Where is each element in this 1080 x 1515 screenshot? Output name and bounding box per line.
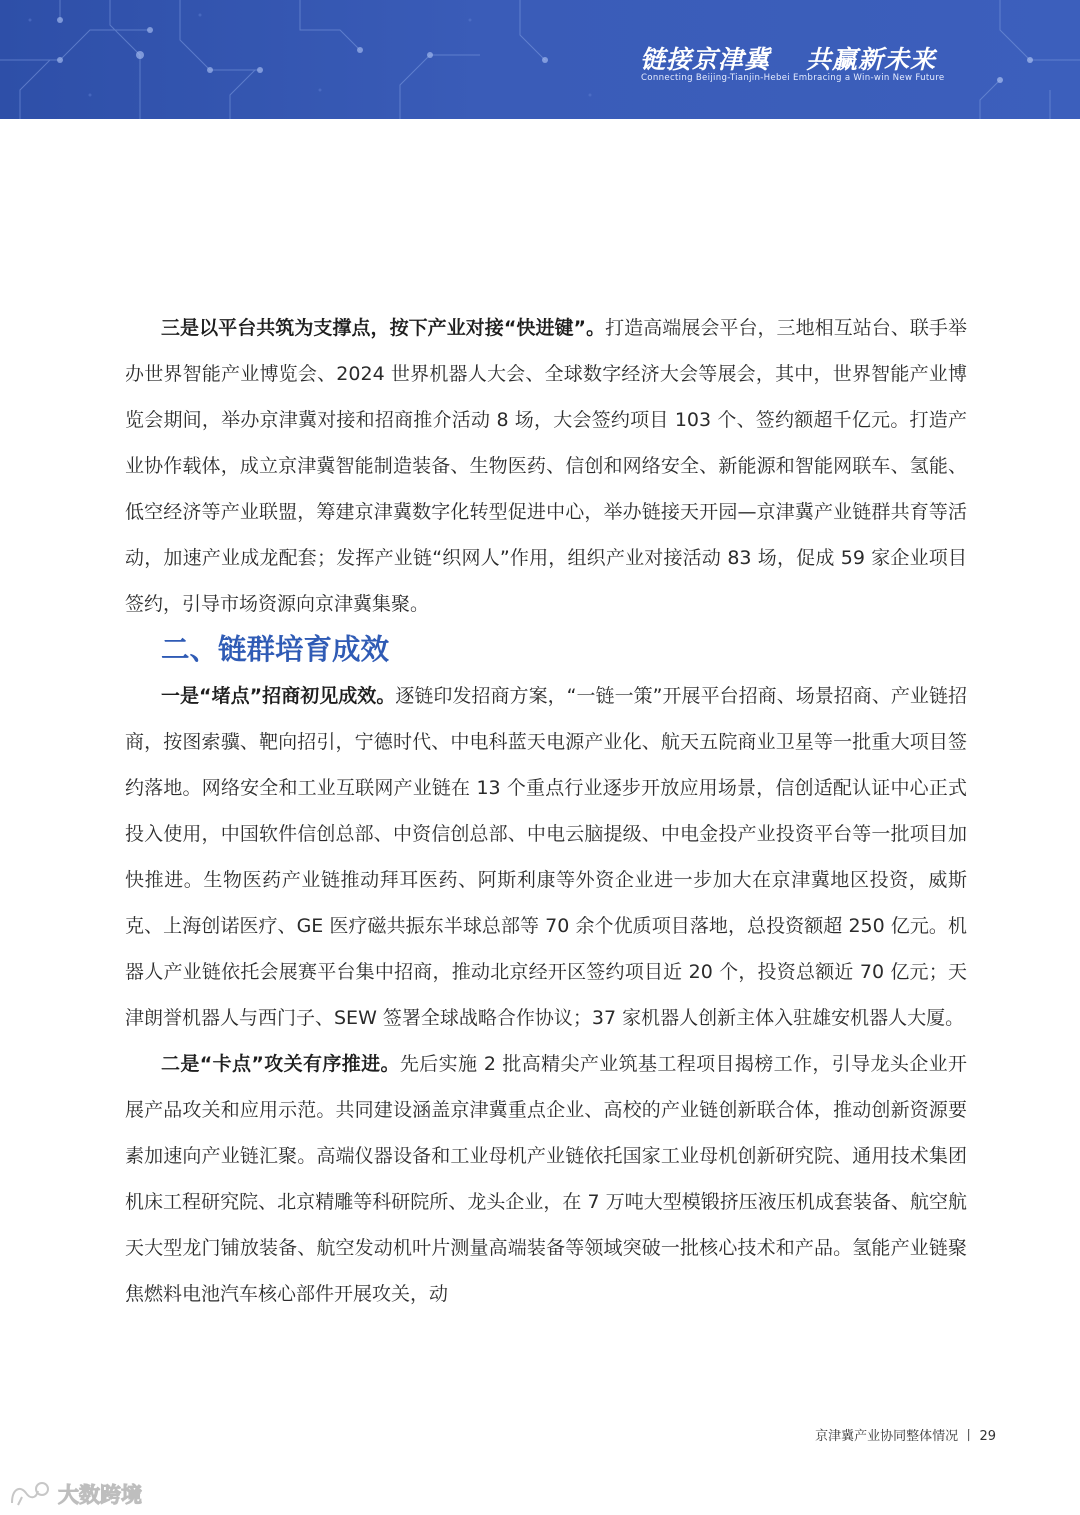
paragraph-platform [125,305,967,627]
footer-separator: 丨 [962,1429,976,1444]
paragraph-text: 先后实施 2 批高精尖产业筑基工程项目揭榜工作，引导龙头企业开展产品攻关和应用示范。共同建设涵盖京津冀重点企业、高校的产业链创新联合体，推动创新资源要素加速向产业链汇聚。高端仪器设备和工业母机产业链依托国家工业母机创新研究院、通用技术集团机床工程研究院、北京精雕等科研院所、龙头企业，在 7 万吨大型模锻挤压液压机成套装备、航空航天大型龙门铺放装备、航空发动机叶片测量高端装备等领域突破一批核心技术和产品。氢能产业链聚焦燃料电池汽车核心部件开展攻关，动 [125,1053,967,1305]
paragraph-lead: 一是“堵点”招商初见成效。 [161,685,396,707]
page-footer [815,1425,996,1444]
banner-slogan-right: 共赢新未来 [806,45,937,74]
footer-section-name: 京津冀产业协同整体情况 [815,1429,959,1444]
paragraph-investment [125,673,967,1041]
watermark-logo-icon [8,1479,52,1509]
watermark [8,1477,142,1511]
banner-slogan [640,40,936,76]
page-number: 29 [979,1429,996,1444]
paragraph-lead: 二是“卡点”攻关有序推进。 [161,1053,400,1075]
watermark-text: 大数跨境 [58,1483,142,1507]
banner-slogan-left: 链接京津冀 [640,45,771,74]
paragraph-text: 打造高端展会平台，三地相互站台、联手举办世界智能产业博览会、2024 世界机器人大会、全球数字经济大会等展会，其中，世界智能产业博览会期间，举办京津冀对接和招商推介活动 8 场，大会签约项目 103 个、签约额超千亿元。打造产业协作载体，成立京津冀智能制造装备、生物医药、信创和网络安全、新能源和智能网联车、氢能、低空经济等产业联盟，筹建京津冀数字化转型促进中心，举办链接天开园—京津冀产业链群共育等活动，加速产业成龙配套；发挥产业链“织网人”作用，组织产业对接活动 83 场，促成 59 家企业项目签约，引导市场资源向京津冀集聚。 [125,317,967,615]
banner-subtitle: Connecting Beijing-Tianjin-Hebei Embracing a Win-win New Future [641,73,945,83]
header-banner [0,0,1080,119]
paragraph-text: 逐链印发招商方案，“一链一策”开展平台招商、场景招商、产业链招商，按图索骥、靶向招引，宁德时代、中电科蓝天电源产业化、航天五院商业卫星等一批重大项目签约落地。网络安全和工业互联网产业链在 13 个重点行业逐步开放应用场景，信创适配认证中心正式投入使用，中国软件信创总部、中资信创总部、中电云脑提级、中电金投产业投资平台等一批项目加快推进。生物医药产业链推动拜耳医药、阿斯利康等外资企业进一步加大在京津冀地区投资，威斯克、上海创诺医疗、GE 医疗磁共振东半球总部等 70 余个优质项目落地，总投资额超 250 亿元。机器人产业链依托会展赛平台集中招商，推动北京经开区签约项目近 20 个，投资总额近 70 亿元；天津朗誉机器人与西门子、SEW 签署全球战略合作协议；37 家机器人创新主体入驻雄安机器人大厦。 [125,685,967,1029]
article-body [125,305,967,1317]
paragraph-lead: 三是以平台共筑为支撑点，按下产业对接“快进键”。 [161,317,606,339]
section-heading: 二、链群培育成效 [161,633,390,666]
paragraph-breakthrough [125,1041,967,1317]
